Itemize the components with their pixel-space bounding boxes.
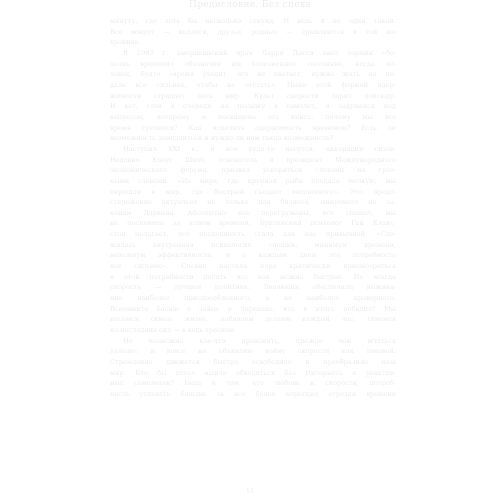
text-line: жимости страдает весь мир. Культ скорости дарит повсюду.	[110, 91, 396, 100]
text-line: ловек, будто «время уходит, его не хватает, нужно жать на пе-	[110, 70, 396, 79]
text-line: Стремление движется быстро освободило и преобразило наш	[110, 358, 396, 366]
text-line: минуту, где хоть бы несколько секунд. И ведь я не один такой.	[110, 17, 396, 25]
text-line: Но возможно кое-что прояснить, прежде чем мчаться	[123, 336, 396, 345]
text-line: из последних сил — в ведь тресном.	[110, 326, 237, 335]
text-line: лезнь времени» обозначив им болезненное состояние, когда че-	[110, 59, 396, 68]
text-line: И вот, стоя в очереди на посадку в самолет, я задумался над	[110, 102, 396, 111]
text-line: стережение актуально не только для бизнеса, минуемого по за-	[110, 198, 396, 207]
text-line: стон полагает, что поспешность стала для нас привычной: «Сло-	[110, 230, 396, 239]
text-line: Наступил XXI в., и все куда-то несутся, аккерации сизов.	[123, 144, 396, 153]
text-line: все сильнее». Словно настала пора критически присмотреться	[110, 262, 396, 271]
text-line: ных самолетов? Беда в том, что любовь к скорости, потреб-	[110, 379, 396, 388]
text-line: ность успевать больше за все более короткие отрезки времени	[110, 389, 396, 398]
text-line: мир. Кто бы хотел нынче обходиться без Интернета и реактив-	[110, 368, 396, 377]
text-line: не поспеваем за ходом времени. Британский психолог Гай Клакс-	[110, 219, 396, 228]
text-line: хронике.	[110, 38, 141, 47]
text-line: перешли в мир, где быстрый съедает медленного». Это предо-	[110, 187, 396, 196]
text-line: жилась внутренняя психология спешки, минимум времени,	[110, 240, 396, 249]
text-line: Все вокруг — коллеги, друзья, родные — зрывляются в той же	[110, 27, 396, 36]
text-line: возможность замедлиться и нужно ли нам такая возможность?	[110, 134, 333, 143]
running-head: Предисловие. Без спеха	[189, 0, 311, 10]
text-line: скорость — лучшая политика. Эволюция обеспечила выжива-	[110, 283, 396, 292]
text-line: ние наиболее приспособленного, а не наиболее проворного.	[110, 294, 396, 303]
text-line: ными словами: «Из мира, где крупная рыба поедала мелкую, мы	[110, 176, 396, 185]
body-text	[110, 16, 396, 400]
text-line: Вспомните басню о зайце и черепахе: кто в итоге победил? Мы	[110, 304, 396, 313]
text-line: В 1982 г. американский врач Ларри Досси ввел термин «бо-	[123, 48, 396, 57]
text-line: Недавно Клаус Шваб, основатель и президент Международного	[110, 155, 396, 164]
text-line: несемся сквозь жизнь, набиваем делами каждый час, тянемся	[110, 315, 396, 324]
page-number: 11	[246, 488, 254, 495]
text-line: дальше: я вовсе не объявляю войну скорости как таковой.	[110, 347, 396, 356]
text-line: экономического форума, призвал ускоряться словами на гроз-	[110, 166, 396, 175]
text-line: вопросом, которому и посвящена эта книга: почему мы все	[110, 112, 396, 121]
text-line: время суетимся? Как исцелить одержимость временем? Есть ли	[110, 123, 396, 132]
text-line: максимум эффективности, и с каждым днем эта потребность	[110, 251, 396, 260]
text-line: конам Дарвина. Абсолютно все перегружены, все спешат, мы	[110, 208, 396, 217]
text-line: к этой потребности делать все как можно быстрее. Не всегда	[110, 272, 396, 281]
text-line: даль все сильнее, чтобы не отстать». Ныне этой формой одер-	[110, 80, 396, 89]
